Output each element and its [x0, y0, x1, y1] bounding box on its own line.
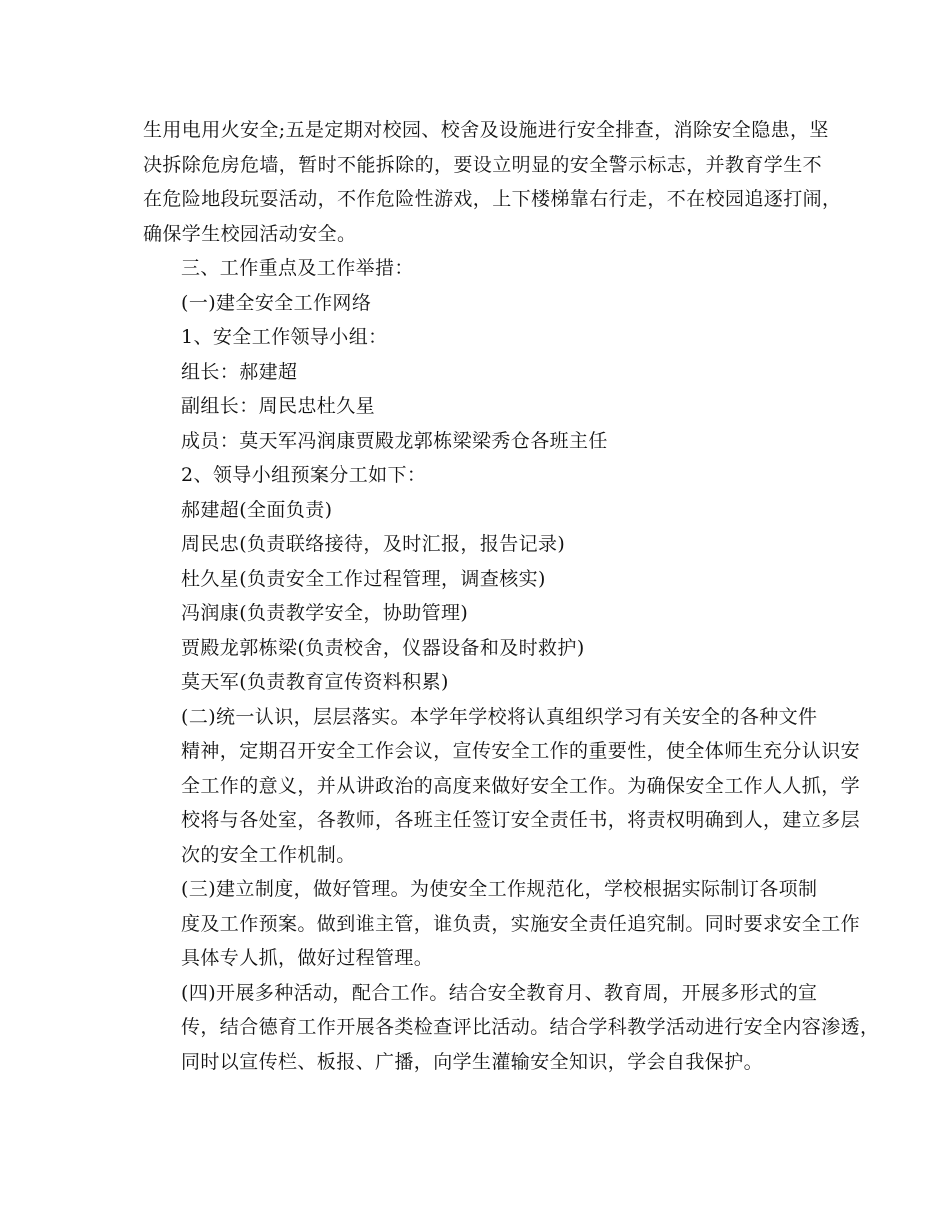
- paragraph: [143, 113, 842, 251]
- paragraph: [143, 665, 809, 700]
- text-line: 度及工作预案。做到谁主管，谁负责，实施安全责任追究制。同时要求安全工作: [181, 912, 861, 935]
- text-line: (一)建全安全工作网络: [181, 291, 372, 314]
- text-line: 周民忠(负责联络接待，及时汇报，报告记录): [181, 533, 566, 555]
- paragraph: [143, 286, 809, 321]
- text-line: 次的安全工作机制。: [181, 843, 356, 866]
- paragraph: [143, 424, 809, 459]
- paragraph: [143, 458, 809, 493]
- paragraph: [143, 631, 809, 666]
- paragraph: [143, 596, 809, 631]
- text-line: 杜久星(负责安全工作过程管理，调查核实): [181, 567, 546, 590]
- document-body: [143, 113, 880, 1079]
- text-line: 副组长：周民忠杜久星: [181, 395, 376, 417]
- text-line: 1、安全工作领导小组：: [181, 326, 388, 348]
- text-line: 贾殿龙郭栋梁(负责校舍，仪器设备和及时救护): [181, 636, 585, 659]
- paragraph: [143, 389, 809, 424]
- paragraph: [143, 700, 861, 873]
- text-line: 具体专人抓，做好过程管理。: [181, 947, 434, 969]
- text-line: 在危险地段玩耍活动，不作危险性游戏，上下楼梯靠右行走，不在校园追逐打闹，: [143, 188, 842, 210]
- paragraph: [143, 872, 861, 976]
- text-line: 传，结合德育工作开展各类检查评比活动。结合学科教学活动进行安全内容渗透，: [181, 1016, 880, 1038]
- text-line: 同时以宣传栏、板报、广播，向学生灌输安全知识，学会自我保护。: [181, 1050, 764, 1073]
- text-line: 莫天军(负责教育宣传资料积累): [181, 671, 449, 693]
- text-line: 成员：莫天军冯润康贾殿龙郭栋梁梁秀仓各班主任: [181, 429, 608, 452]
- paragraph: [143, 527, 809, 562]
- paragraph: [143, 251, 809, 286]
- text-line: 校将与各处室，各教师，各班主任签订安全责任书，将责权明确到人，建立多层: [181, 809, 861, 831]
- text-line: (三)建立制度，做好管理。为使安全工作规范化，学校根据实际制订各项制: [181, 878, 818, 900]
- paragraph: [143, 355, 809, 390]
- text-line: 全工作的意义，并从讲政治的高度来做好安全工作。为确保安全工作人人抓，学: [181, 774, 861, 797]
- paragraph: [143, 320, 809, 355]
- text-line: 确保学生校园活动安全。: [143, 222, 357, 245]
- paragraph: [143, 562, 809, 597]
- paragraph: [143, 976, 880, 1080]
- text-line: 组长：郝建超: [181, 360, 298, 383]
- text-line: 2、领导小组预案分工如下：: [181, 464, 427, 486]
- text-line: 决拆除危房危墙，暂时不能拆除的，要设立明显的安全警示标志，并教育学生不: [143, 153, 823, 176]
- text-line: 三、工作重点及工作举措：: [181, 257, 414, 279]
- paragraph: [143, 493, 809, 528]
- text-line: (二)统一认识，层层落实。本学年学校将认真组织学习有关安全的各种文件: [181, 705, 818, 728]
- text-line: 精神，定期召开安全工作会议，宣传安全工作的重要性，使全体师生充分认识安: [181, 740, 861, 762]
- text-line: 生用电用火安全;五是定期对校园、校舍及设施进行安全排查，消除安全隐患，坚: [143, 119, 829, 141]
- text-line: (四)开展多种活动，配合工作。结合安全教育月、教育周，开展多形式的宣: [181, 981, 818, 1004]
- text-line: 郝建超(全面负责): [181, 498, 333, 521]
- text-line: 冯润康(负责教学安全，协助管理): [181, 602, 469, 624]
